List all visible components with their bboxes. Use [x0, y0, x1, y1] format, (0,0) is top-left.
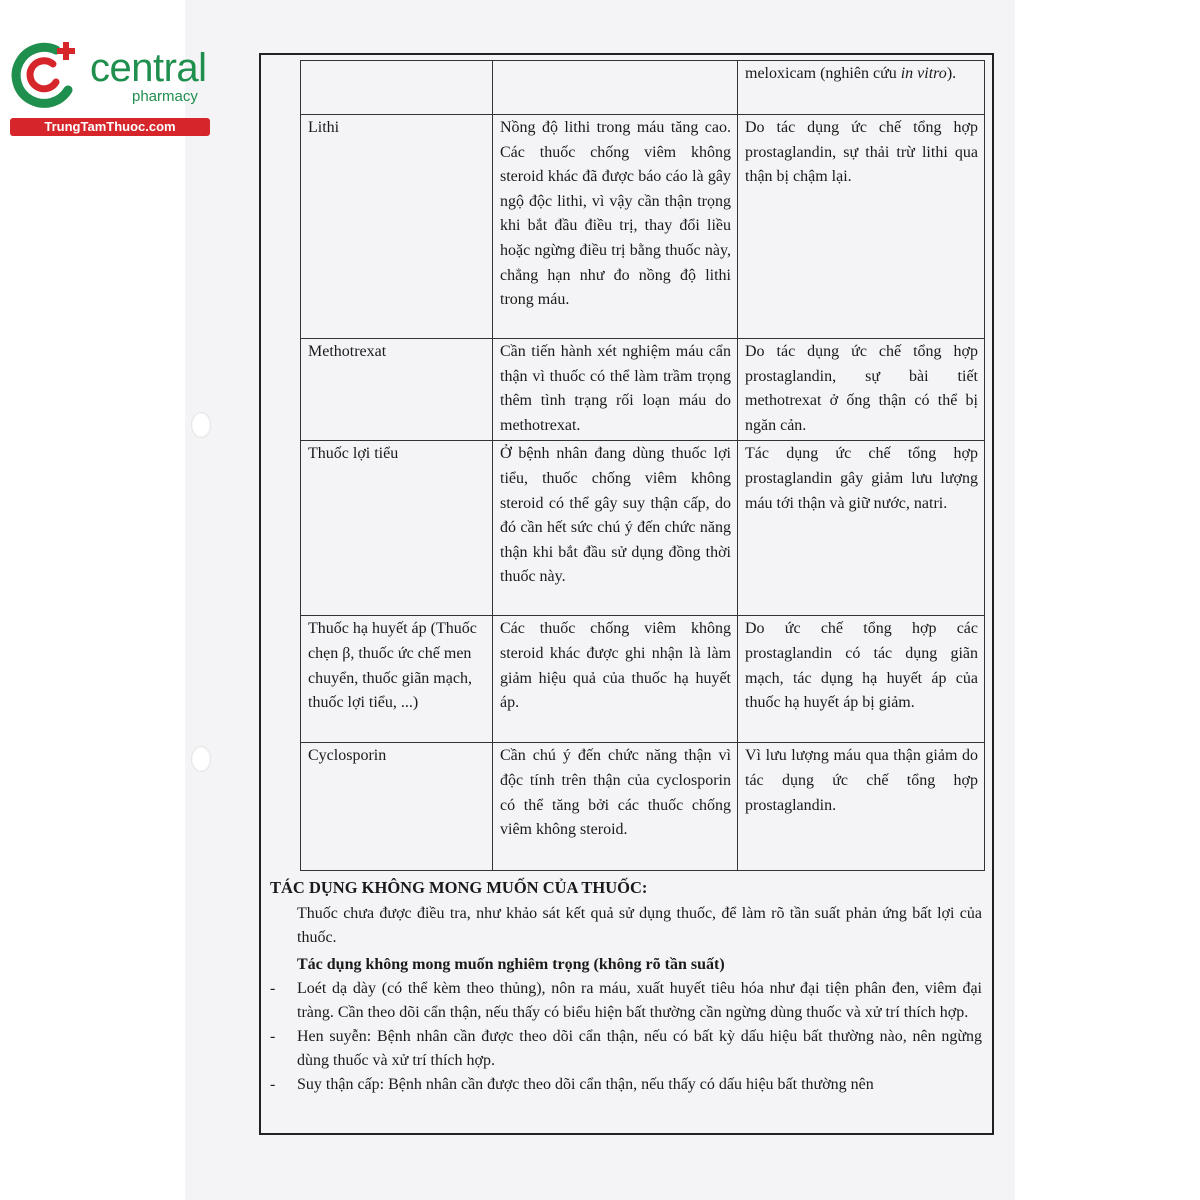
table-row [301, 743, 985, 871]
interaction-table [300, 60, 985, 871]
bullet-dash: - [270, 980, 276, 997]
mechanism-cell [738, 61, 985, 115]
note-cell: Cần chú ý đến chức năng thận vì độc tính trên thận của cyclosporin có thể tăng bởi các thuốc chống viêm không steroid. [493, 743, 738, 871]
logo-subtitle: pharmacy [132, 88, 198, 105]
mechanism-cell: Do tác dụng ức chế tổng hợp prostaglandin, sự bài tiết methotrexat ở ống thận có thể bị ngăn cản. [738, 339, 985, 441]
bullet-dash: - [270, 1076, 276, 1093]
note-cell: Cần tiến hành xét nghiệm máu cẩn thận vì thuốc có thể làm trầm trọng thêm tình trạng rối loạn máu do methotrexat. [493, 339, 738, 441]
note-cell: Ở bệnh nhân đang dùng thuốc lợi tiểu, thuốc chống viêm không steroid có thể gây suy thận cấp, do đó cần hết sức chú ý đến chức năng thận khi bắt đầu sử dụng đồng thời thuốc này. [493, 441, 738, 616]
mechanism-italic: in vitro [900, 65, 947, 82]
list-item-text: Suy thận cấp: Bệnh nhân cần được theo dõi cẩn thận, nếu thấy có dấu hiệu bất thường nên [297, 1076, 874, 1093]
section-intro: Thuốc chưa được điều tra, như khảo sát kết quả sử dụng thuốc, để làm rõ tần suất phản ứng bất lợi của thuốc. [297, 905, 982, 946]
logo-name: central [90, 46, 207, 90]
list-item [270, 1025, 982, 1073]
list-item-text: Loét dạ dày (có thể kèm theo thủng), nôn ra máu, xuất huyết tiêu hóa như đại tiện phân đen, viêm đại tràng. Cần theo dõi cẩn thận, nếu thấy có biểu hiện bất thường cần ngừng dùng thuốc và xử trí thích hợp. [297, 980, 982, 1021]
adverse-effects-section [270, 876, 982, 1097]
logo-mark-icon [8, 38, 88, 116]
drug-cell: Thuốc hạ huyết áp (Thuốc chẹn β, thuốc ức chế men chuyển, thuốc giãn mạch, thuốc lợi tiểu, ...) [301, 616, 493, 743]
punch-hole [191, 746, 211, 772]
drug-cell [301, 61, 493, 115]
mechanism-cell: Do ức chế tổng hợp các prostaglandin có tác dụng giãn mạch, tác dụng hạ huyết áp của thuốc hạ huyết áp bị giảm. [738, 616, 985, 743]
mechanism-cell: Vì lưu lượng máu qua thận giảm do tác dụng ức chế tổng hợp prostaglandin. [738, 743, 985, 871]
note-cell [493, 61, 738, 115]
list-item [270, 1073, 982, 1097]
section-heading: TÁC DỤNG KHÔNG MONG MUỐN CỦA THUỐC: [270, 878, 648, 897]
central-pharmacy-logo [8, 38, 218, 138]
punch-hole [191, 412, 211, 438]
drug-cell: Methotrexat [301, 339, 493, 441]
mechanism-text-end: ). [946, 65, 957, 82]
list-item-text: Hen suyễn: Bệnh nhân cần được theo dõi cẩn thận, nếu có bất kỳ dấu hiệu bất thường nào, nên ngừng dùng thuốc và xử trí thích hợp. [297, 1028, 982, 1069]
mechanism-cell: Do tác dụng ức chế tổng hợp prostaglandin, sự thải trừ lithi qua thận bị chậm lại. [738, 115, 985, 339]
drug-cell: Lithi [301, 115, 493, 339]
mechanism-text: meloxicam (nghiên cứu [745, 65, 901, 82]
mechanism-cell: Tác dụng ức chế tổng hợp prostaglandin gây giảm lưu lượng máu tới thận và giữ nước, natri. [738, 441, 985, 616]
section-subheading: Tác dụng không mong muốn nghiêm trọng (không rõ tần suất) [297, 956, 725, 973]
note-cell: Các thuốc chống viêm không steroid khác được ghi nhận là làm giảm hiệu quả của thuốc hạ huyết áp. [493, 616, 738, 743]
drug-cell: Thuốc lợi tiểu [301, 441, 493, 616]
table-row [301, 441, 985, 616]
note-cell: Nồng độ lithi trong máu tăng cao. Các thuốc chống viêm không steroid khác đã được báo cáo là gây ngộ độc lithi, vì vậy cần thận trọng khi bắt đầu điều trị, thay đổi liều hoặc ngừng điều trị bằng thuốc này, chẳng hạn như đo nồng độ lithi trong máu. [493, 115, 738, 339]
table-row [301, 339, 985, 441]
list-item [270, 977, 982, 1025]
bullet-dash: - [270, 1028, 276, 1045]
table-row [301, 61, 985, 115]
table-row [301, 616, 985, 743]
logo-site-banner: TrungTamThuoc.com [10, 118, 210, 136]
drug-cell: Cyclosporin [301, 743, 493, 871]
table-row [301, 115, 985, 339]
